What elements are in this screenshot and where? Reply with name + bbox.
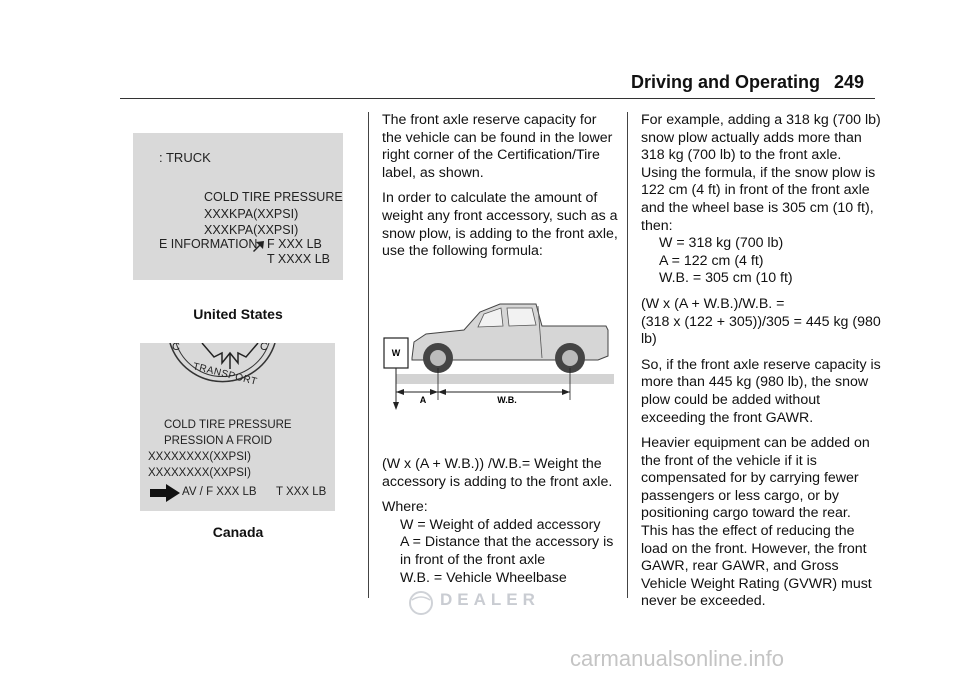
truck-diagram xyxy=(382,296,616,414)
label-total-weight: T XXX LB xyxy=(276,486,327,498)
definition-wb: W.B. = Vehicle Wheelbase xyxy=(400,569,567,586)
paragraph-calculate: In order to calculate the amount of weight any front accessory, such as a snow plow, is adding to the front axle, use the following formula: xyxy=(382,190,618,260)
label-information: E INFORMATION xyxy=(159,237,258,251)
label-cold-pressure-fr: PRESSION A FROID xyxy=(164,435,272,447)
definition-w: W = Weight of added accessory xyxy=(400,516,601,533)
label-cold-pressure: COLD TIRE PRESSURE xyxy=(204,190,343,204)
formula-line-2: (318 x (122 + 305))/305 = 445 kg (980 lb) xyxy=(641,313,881,348)
page-section-title: Driving and Operating xyxy=(630,72,820,92)
header-divider xyxy=(120,98,875,99)
paragraph-example: For example, adding a 318 kg (700 lb) snow plow actually adds more than 318 kg (700 lb) to the front axle. Using the formula, if the snow plow is 122 cm (4 ft) in front of the front axle and the wheel base is 305 cm (10 ft), then: xyxy=(641,112,881,234)
label-front-weight: F XXX LB xyxy=(267,237,322,251)
us-tire-label-image xyxy=(133,133,343,280)
example-w: W = 318 kg (700 lb) xyxy=(659,235,784,252)
paragraph-reserve-capacity: The front axle reserve capacity for the vehicle can be found in the lower right corner of the Certification/Tire label, as shown. xyxy=(382,112,613,181)
example-wb: W.B. = 305 cm (10 ft) xyxy=(659,270,793,287)
arrow-icon xyxy=(251,239,265,253)
label-total-weight: T XXXX LB xyxy=(267,252,330,266)
seal-word: TRANSPORT xyxy=(191,361,259,388)
column-divider-right xyxy=(627,112,628,598)
ground-strip xyxy=(396,374,614,384)
label-front-axle-weight: AV / F XXX LB xyxy=(182,486,257,498)
middle-column-top xyxy=(382,112,618,269)
us-caption: United States xyxy=(193,306,283,322)
arrow-icon xyxy=(150,484,180,502)
example-a: A = 122 cm (4 ft) xyxy=(659,252,764,269)
right-column xyxy=(641,112,881,619)
paragraph-heavier-equipment: Heavier equipment can be added on the front of the vehicle if it is compensated for by carrying fewer passengers or less cargo, or by positioning cargo toward the rear. This has the effect of reducing the load on the front. However, the front GAWR, rear GAWR, and Gross Vehicle Weight Rating (GVWR) must never be exceeded. xyxy=(641,435,872,610)
paragraph-conclusion: So, if the front axle reserve capacity is more than 445 kg (980 lb), the snow plow could be added without exceeding the front GAWR. xyxy=(641,356,881,426)
label-pressure-1: XXXXXXXX(XXPSI) xyxy=(148,451,251,463)
canada-caption: Canada xyxy=(212,524,264,540)
site-watermark: carmanualsonline.info xyxy=(570,646,785,671)
seal-letter-right: C xyxy=(260,343,268,353)
diagram-wb-label: W.B. xyxy=(497,395,517,405)
label-pressure-1: XXXKPA(XXPSI) xyxy=(204,207,299,221)
diagram-w-label: W xyxy=(391,348,401,358)
definition-a: A = Distance that the accessory is in front of the front axle xyxy=(400,534,614,568)
label-pressure-2: XXXKPA(XXPSI) xyxy=(204,223,299,237)
column-divider-left xyxy=(368,112,369,598)
dealer-watermark: DEALER xyxy=(440,590,540,609)
seal-letter-left: C xyxy=(172,343,180,353)
diagram-a-label: A xyxy=(419,395,427,405)
label-pressure-2: XXXXXXXX(XXPSI) xyxy=(148,467,251,479)
canada-tire-label-image xyxy=(140,343,335,511)
globe-icon xyxy=(406,590,436,616)
label-cold-pressure-en: COLD TIRE PRESSURE xyxy=(164,419,292,431)
page-number: 249 xyxy=(834,72,865,92)
middle-column-bottom xyxy=(382,456,618,587)
paragraph-formula: (W x (A + W.B.)) /W.B.= Weight the accessory is adding to the front axle. xyxy=(382,456,613,490)
where-label: Where: xyxy=(382,499,428,516)
pickup-truck-icon xyxy=(412,304,608,373)
formula-line-1: (W x (A + W.B.)/W.B. = xyxy=(641,295,785,312)
label-truck-text: : TRUCK xyxy=(159,150,211,165)
